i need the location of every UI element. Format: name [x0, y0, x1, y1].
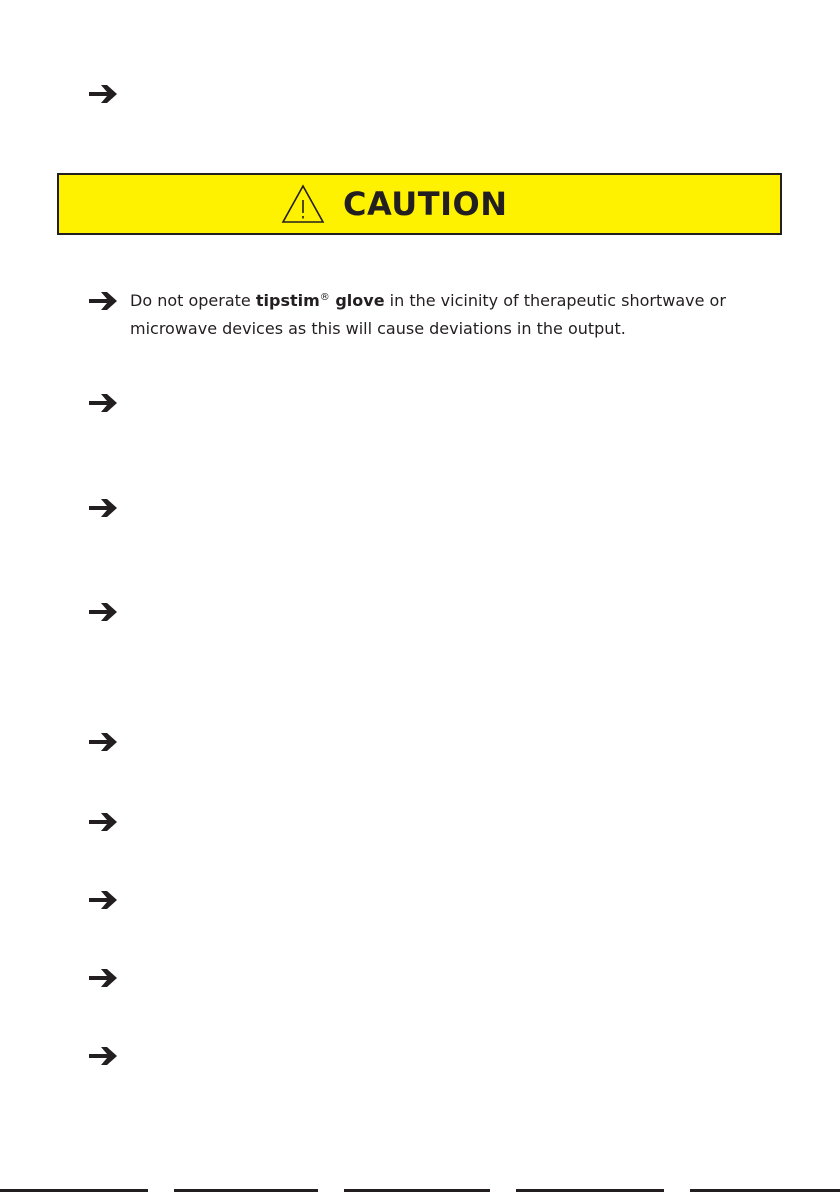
product-suffix: glove [329, 291, 385, 310]
arrow-right-icon [87, 496, 121, 520]
item-line1-rest: in the vicinity of therapeutic shortwave or [384, 291, 726, 310]
arrow-right-icon [87, 1044, 121, 1068]
arrow-right-icon [87, 888, 121, 912]
caution-title: CAUTION [343, 185, 508, 223]
arrow-right-icon [87, 600, 121, 624]
caution-banner [57, 173, 782, 235]
warning-triangle-icon [280, 183, 326, 225]
arrow-right-icon [87, 82, 121, 106]
arrow-right-icon [87, 289, 121, 313]
caution-item-text [130, 287, 740, 343]
product-name: tipstim [255, 291, 320, 310]
arrow-right-icon [87, 810, 121, 834]
registered-mark: ® [319, 292, 330, 303]
arrow-right-icon [87, 730, 121, 754]
item-prefix: Do not operate [130, 291, 256, 310]
arrow-right-icon [87, 391, 121, 415]
item-line2: microwave devices as this will cause deviations in the output. [130, 319, 626, 338]
arrow-right-icon [87, 966, 121, 990]
